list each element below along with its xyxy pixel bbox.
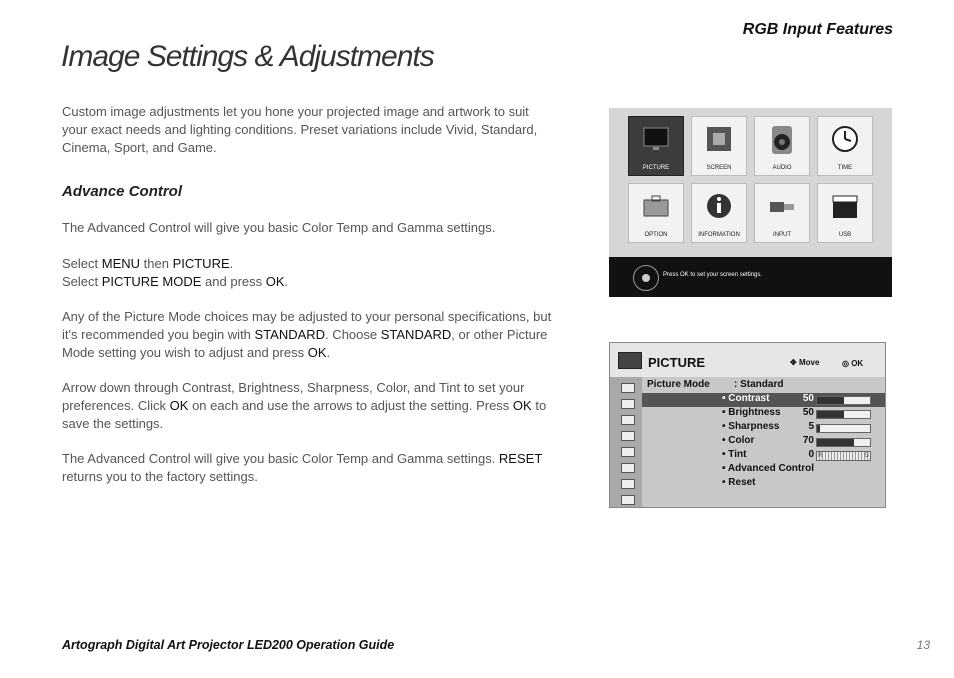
hint-bar: Press OK to set your screen settings. bbox=[609, 257, 892, 297]
audio-tile: AUDIO bbox=[754, 116, 810, 176]
setting-value: 5 bbox=[808, 421, 814, 432]
menu-instructions: Select MENU then PICTURE. Select PICTURE MODE and press OK. bbox=[62, 256, 289, 289]
adjust-paragraph: Arrow down through Contrast, Brightness, Sharpness, Color, and Tint to set your preferences. Click OK on each and use the arrows to adjust the setting. Press OK to save the settings. bbox=[62, 380, 547, 431]
setting-slider[interactable] bbox=[816, 438, 871, 447]
option-tile: OPTION bbox=[628, 183, 684, 243]
tint-slider[interactable] bbox=[816, 451, 871, 461]
time-tile: TIME bbox=[817, 116, 873, 176]
slider-fill bbox=[817, 397, 844, 404]
screen-icon bbox=[705, 125, 733, 153]
page-title: Image Settings & Adjustments bbox=[61, 40, 434, 73]
picture-mode-label: Picture Mode bbox=[647, 379, 710, 390]
setting-label[interactable]: • Contrast bbox=[722, 393, 770, 404]
screen-tile: SCREEN bbox=[691, 116, 747, 176]
picture-mode-paragraph: Any of the Picture Mode choices may be adjusted to your personal specifications, but it's recommended you begin with STANDARD. Choose STANDARD, or other Picture Mode setting you wish to adjust and press OK. bbox=[62, 309, 552, 360]
move-hint: ✥ Move bbox=[790, 358, 820, 367]
main-menu-screenshot bbox=[609, 108, 892, 297]
info-icon bbox=[705, 192, 733, 220]
setting-label[interactable]: • Sharpness bbox=[722, 421, 780, 432]
setting-value: 0 bbox=[808, 449, 814, 460]
subheading: Advance Control bbox=[62, 183, 183, 200]
category-sidebar bbox=[610, 377, 642, 507]
intro-paragraph: Custom image adjustments let you hone your projected image and artwork to suit your exact needs and lighting conditions. Preset variations include Vivid, Standard, Cinema, Sport, and Game. bbox=[62, 104, 538, 155]
slider-fill bbox=[817, 439, 854, 446]
tint-red-label: R bbox=[818, 453, 823, 459]
picture-mode-value: : Standard bbox=[734, 379, 784, 390]
dpad-icon bbox=[633, 265, 659, 291]
setting-label[interactable]: • Reset bbox=[722, 477, 756, 488]
clock-icon bbox=[831, 125, 859, 153]
setting-value: 50 bbox=[802, 393, 814, 404]
tint-green-label: G bbox=[864, 453, 869, 459]
picture-menu-header: PICTURE ✥ Move ◎ OK bbox=[610, 343, 885, 377]
setting-label[interactable]: • Color bbox=[722, 435, 755, 446]
picture-menu-screenshot bbox=[609, 342, 886, 508]
usb-tile: USB bbox=[817, 183, 873, 243]
slider-fill bbox=[817, 411, 844, 418]
setting-value: 50 bbox=[802, 407, 814, 418]
setting-slider[interactable] bbox=[816, 424, 871, 433]
input-tile: INPUT bbox=[754, 183, 810, 243]
setting-label[interactable]: • Brightness bbox=[722, 407, 781, 418]
reset-paragraph: The Advanced Control will give you basic Color Temp and Gamma settings. RESET returns you to the factory settings. bbox=[62, 451, 543, 484]
speaker-icon bbox=[768, 125, 796, 155]
page-number: 13 bbox=[916, 638, 930, 652]
section-title: RGB Input Features bbox=[742, 21, 893, 38]
toolbox-icon bbox=[642, 192, 670, 220]
tv-icon bbox=[618, 352, 642, 369]
setting-slider[interactable] bbox=[816, 410, 871, 419]
tv-icon bbox=[642, 125, 670, 153]
ok-hint: ◎ OK bbox=[842, 359, 864, 368]
advanced-control-paragraph: The Advanced Control will give you basic Color Temp and Gamma settings. bbox=[62, 220, 496, 235]
footer-guide-title: Artograph Digital Art Projector LED200 Operation Guide bbox=[62, 638, 395, 652]
setting-value: 70 bbox=[802, 435, 814, 446]
clapperboard-icon bbox=[831, 192, 859, 220]
picture-settings-list bbox=[642, 377, 885, 507]
slider-fill bbox=[817, 425, 820, 432]
plug-icon bbox=[768, 192, 796, 220]
setting-slider[interactable] bbox=[816, 396, 871, 405]
information-tile: INFORMATION bbox=[691, 183, 747, 243]
setting-label[interactable]: • Advanced Control bbox=[722, 463, 815, 474]
setting-label[interactable]: • Tint bbox=[722, 449, 747, 460]
picture-tile: PICTURE bbox=[628, 116, 684, 176]
